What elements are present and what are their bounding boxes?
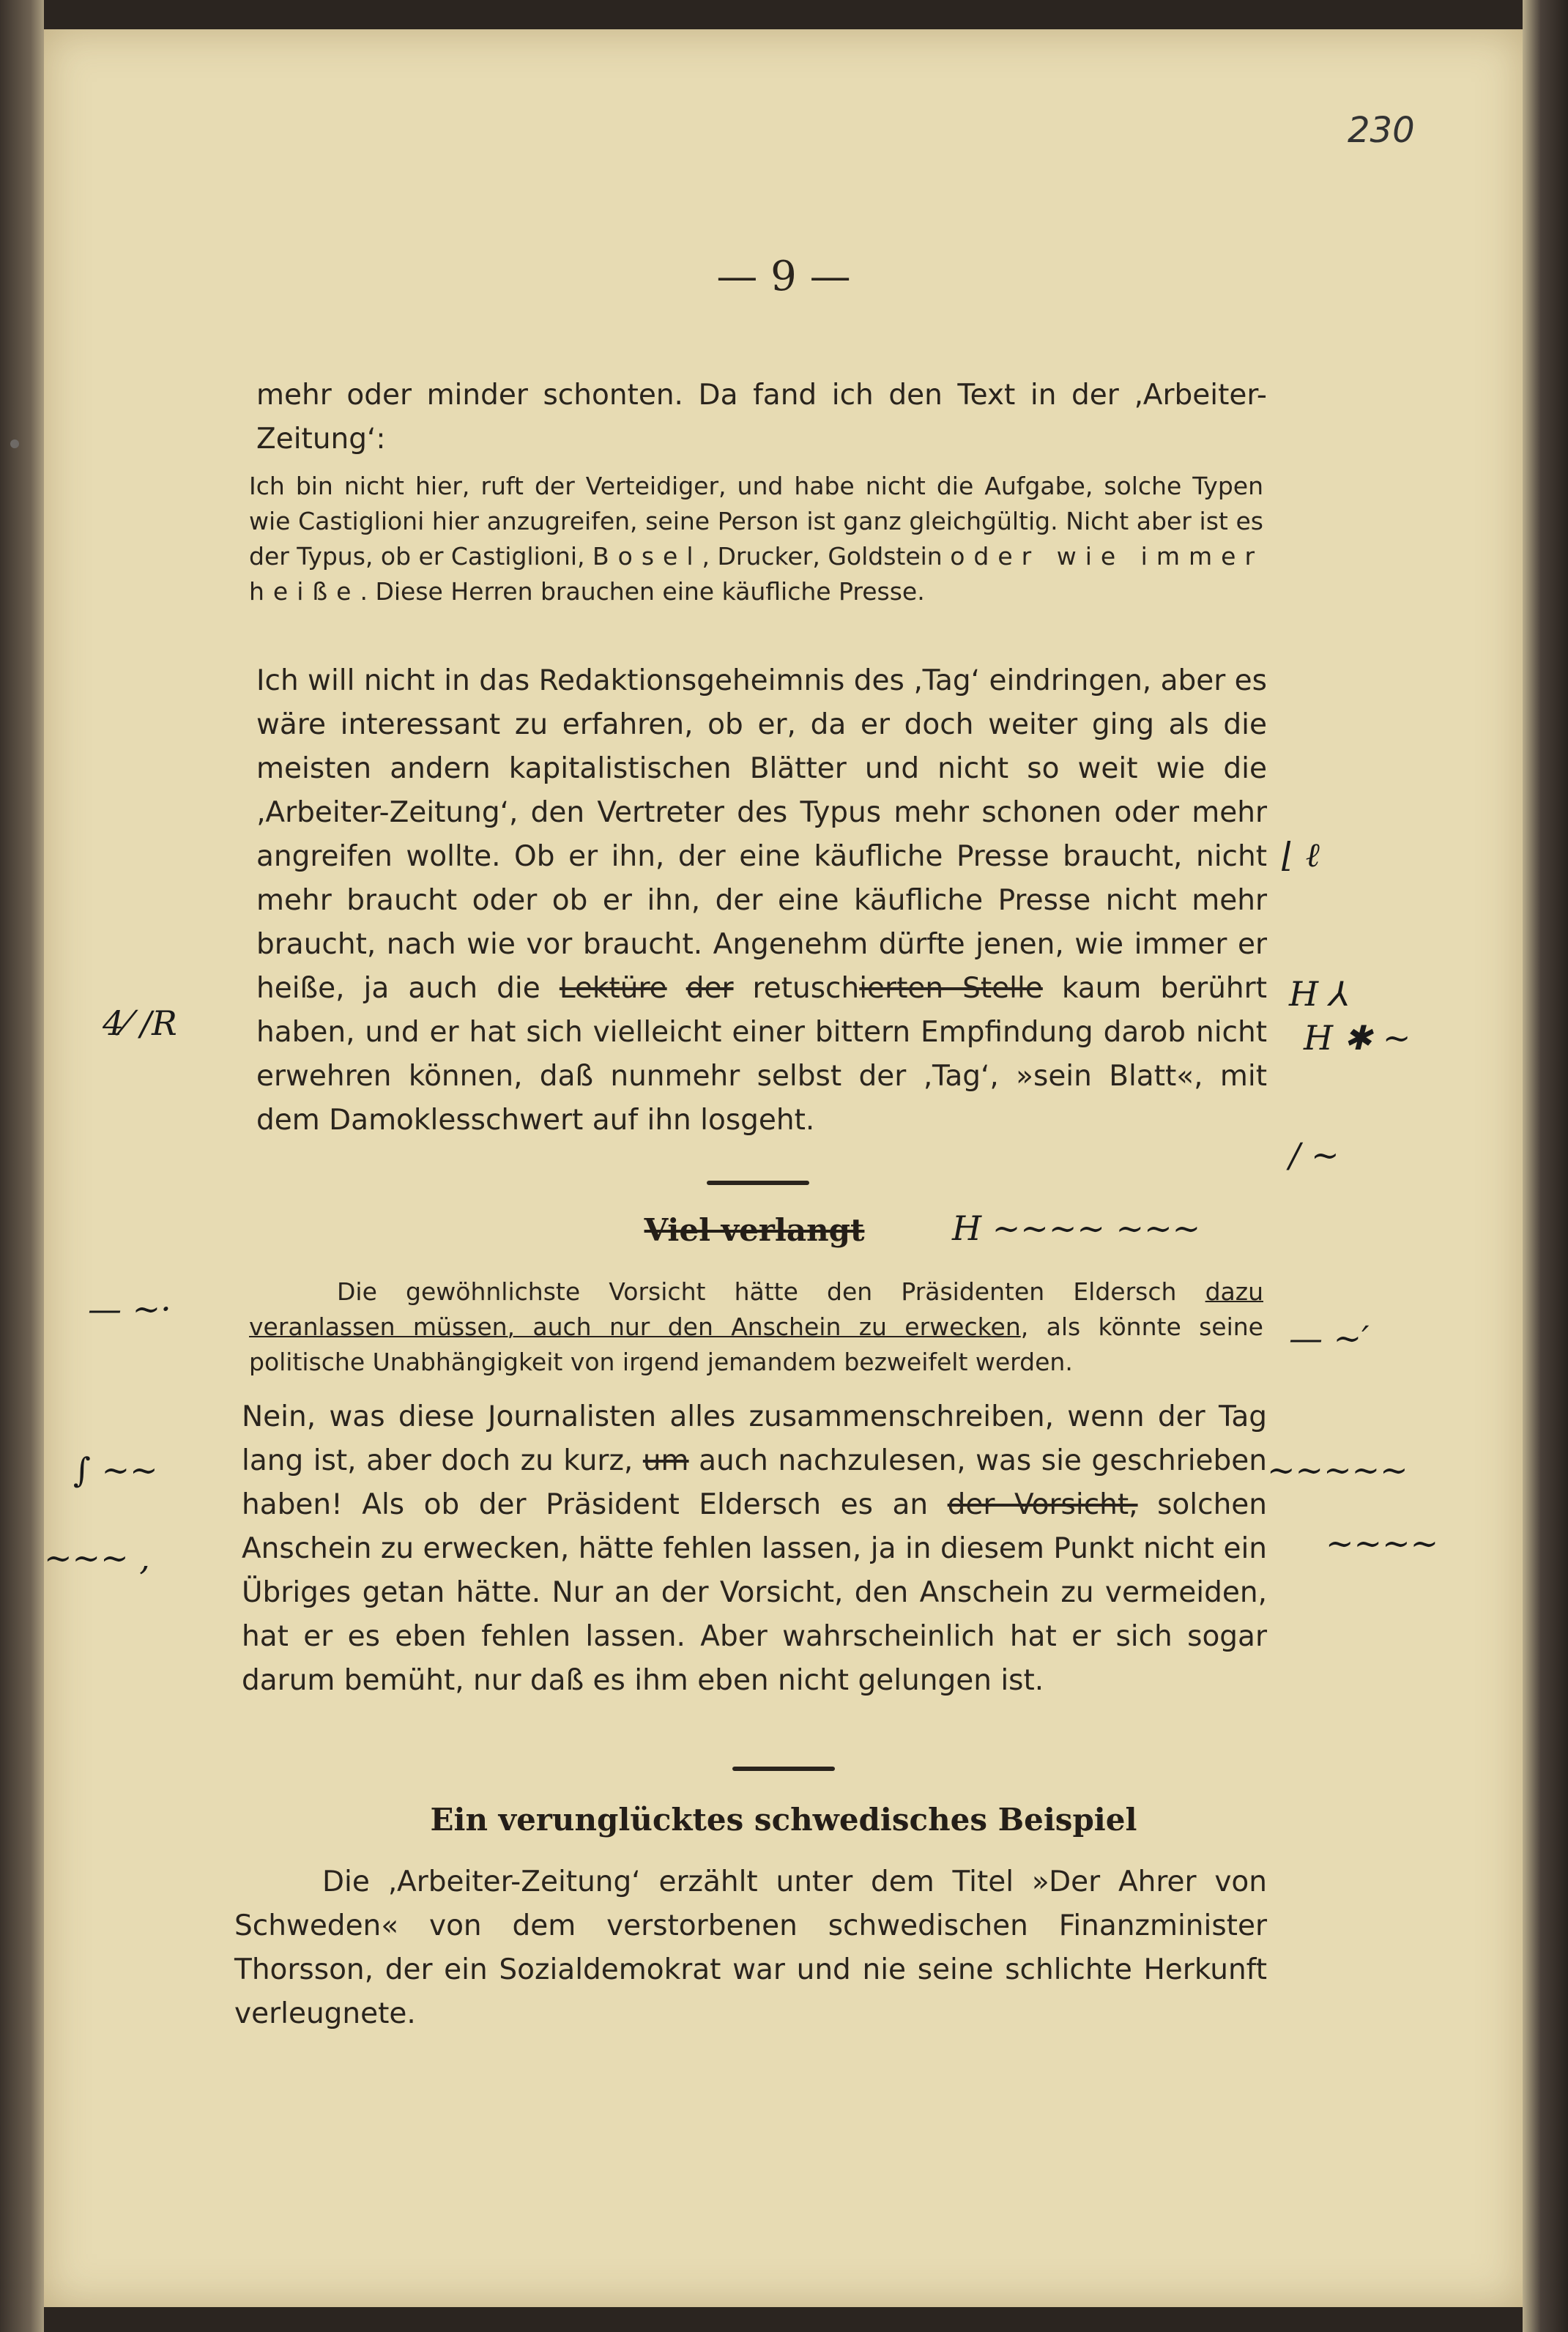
handwritten-margin-mark: ∼∼∼∼ <box>1326 1523 1439 1563</box>
handwritten-margin-mark: ∼∼∼ , <box>44 1538 150 1578</box>
quote-part3: . Diese Herren brauchen eine käufliche Presse. <box>360 577 925 606</box>
paragraph-redaktion <box>256 659 1267 1143</box>
para2-mid: retusch <box>733 972 860 1005</box>
quote-part2: , Drucker, Goldstein <box>702 542 951 571</box>
quote-spaced-phrase: oder wie immer heiße <box>249 542 1264 606</box>
section-heading-viel-verlangt: Viel verlangt <box>644 1212 865 1248</box>
book-gutter <box>0 0 44 2332</box>
handwritten-margin-mark: 4⁄ /R <box>103 1003 177 1043</box>
folio-number: 230 <box>1348 110 1415 151</box>
paragraph-schweden: Die ‚Arbeiter-Zeitung‘ erzählt unter dem Titel »Der Ahrer von Schweden« von dem verstorbenen schwedischen Finanzminister Thorsson, der ein Sozialdemokrat war und nie seine schlichte Herkunft verleugnete. <box>234 1865 1267 2030</box>
page-number: — 9 — <box>716 253 851 300</box>
struck-word-um: um <box>642 1444 689 1477</box>
page-edge <box>1523 0 1568 2332</box>
para4-part3: solchen Anschein zu erwecken, hätte fehlen lassen, ja in diesem Punkt nicht ein Übriges getan hätte. Nur an der Vorsicht, den Anschein zu vermeiden, hat er es eben fehlen lassen. Aber wahrscheinlich hat er sich sogar darum bemüht, nur daß es ihm eben nicht gelungen ist. <box>242 1488 1267 1697</box>
para4-part1: Nein, was diese Journalisten alles zusammenschreiben, wenn der Tag lang ist, aber doch zu kurz, <box>242 1400 1267 1477</box>
paragraph-intro: mehr oder minder schonten. Da fand ich den Text in der ‚Arbeiter-Zeitung‘: <box>256 379 1267 456</box>
section-rule-2 <box>732 1767 835 1771</box>
para2-part2: kaum berührt haben, und er hat sich vielleicht einer bittern Empfindung darob nicht erwehren können, daß nunmehr selbst der ‚Tag‘, »sein Blatt«, mit dem Damoklesschwert auf ihn losgeht. <box>256 972 1267 1137</box>
handwritten-margin-mark: ∫ ∼∼ <box>73 1450 158 1490</box>
handwritten-margin-mark: H ⅄ <box>1289 974 1350 1014</box>
handwritten-margin-mark: H ∼∼∼∼ ∼∼∼ <box>952 1208 1201 1248</box>
handwritten-margin-mark: — ∼· <box>88 1289 171 1329</box>
paragraph-journalisten <box>242 1395 1267 1703</box>
handwritten-margin-mark: ⌊ ℓ <box>1282 835 1320 874</box>
struck-word-2: der <box>685 972 734 1005</box>
para2-space <box>667 972 686 1005</box>
struck-word-3: ierten Stelle <box>859 972 1043 1005</box>
para4-part2: auch nachzulesen, was sie geschrieben haben! Als ob der Präsident Eldersch es an <box>242 1444 1267 1521</box>
quote-spaced-bosel: Bosel <box>592 542 702 571</box>
quote-part1: Ich bin nicht hier, ruft der Verteidiger, und habe nicht die Aufgabe, solche Typen wie Castiglioni hier anzugreifen, seine Person ist ganz gleichgültig. Nicht aber ist es der Typus, ob er Castiglioni, <box>249 472 1263 571</box>
handwritten-margin-mark: / ~ <box>1289 1135 1340 1175</box>
handwritten-margin-mark: — ∼′ <box>1289 1318 1370 1358</box>
handwritten-margin-mark: H ✱ ~ <box>1304 1018 1411 1058</box>
underlined-phrase: dazu veranlassen müssen, auch nur den Anschein zu erwecken <box>249 1277 1263 1341</box>
para3-part2: , als könnte seine politische Unabhängigkeit von irgend jemandem bezweifelt werden. <box>249 1312 1263 1376</box>
handwritten-margin-mark: ∼∼∼∼∼ <box>1267 1450 1408 1490</box>
struck-word-1: Lektüre <box>559 972 667 1005</box>
para2-part1: Ich will nicht in das Redaktionsgeheimnis des ‚Tag‘ eindringen, aber es wäre interessant zu erfahren, ob er, da er doch weiter ging als die meisten andern kapitalistischen Blätter und nicht so weit wie die ‚Arbeiter-Zeitung‘, den Vertreter des Typus mehr schonen oder mehr angreifen wollte. Ob er ihn, der eine käufliche Presse braucht, nicht mehr braucht oder ob er ihn, der eine käufliche Presse nicht mehr braucht, nach wie vor braucht. Angenehm dürfte jenen, wie immer er heiße, ja auch die <box>256 664 1267 1005</box>
paragraph-vorsicht <box>249 1274 1263 1380</box>
section-rule-1 <box>707 1181 809 1185</box>
margin-dot <box>10 439 19 448</box>
quote-block <box>249 469 1263 609</box>
section-heading-schwedisch: Ein verunglücktes schwedisches Beispiel <box>430 1802 1137 1838</box>
struck-phrase-vorsicht: der Vorsicht, <box>947 1488 1138 1521</box>
para3-part1: Die gewöhnlichste Vorsicht hätte den Präsidenten Eldersch <box>337 1277 1205 1306</box>
